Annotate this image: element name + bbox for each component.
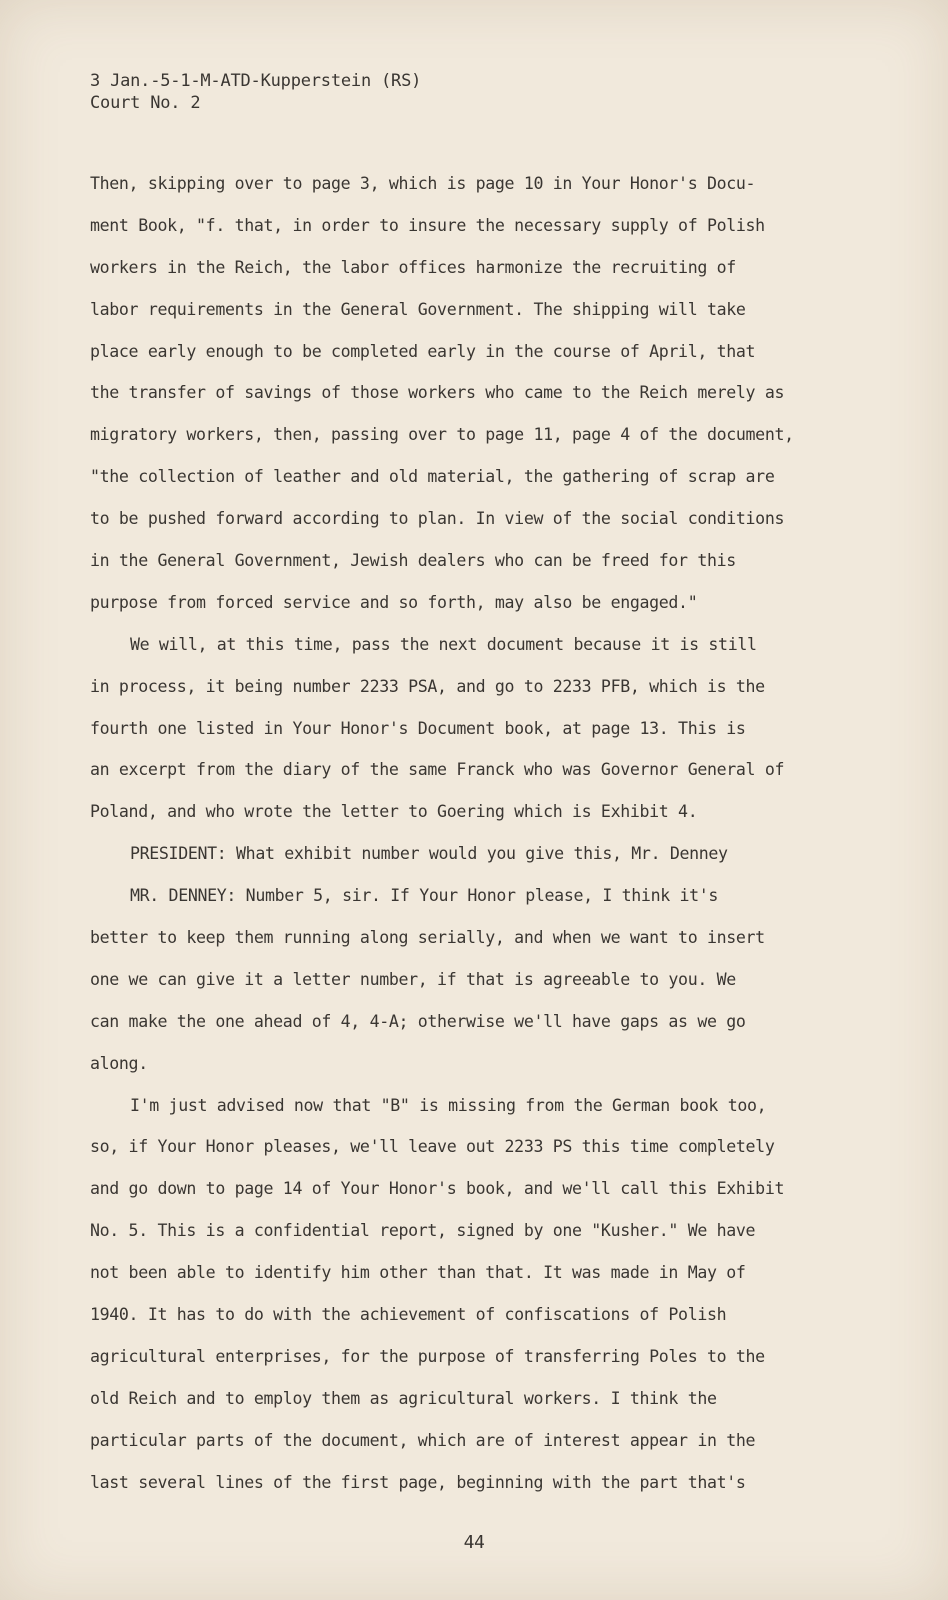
transcript-line: agricultural enterprises, for the purpose of transferring Poles to the [90,1346,765,1366]
transcript-line: Then, skipping over to page 3, which is page 10 in Your Honor's Docu- [90,174,756,193]
transcript-body [90,172,850,1513]
document-header [90,70,421,114]
transcript-line: I'm just advised now that "B" is missing from the German book too, [130,1095,767,1115]
transcript-line: in process, it being number 2233 PSA, and go to 2233 PFB, which is the [90,676,765,696]
transcript-line: and go down to page 14 of Your Honor's book, and we'll call this Exhibit [90,1179,785,1199]
transcript-line: the transfer of savings of those workers who came to the Reich merely as [90,383,785,403]
page-number: 44 [463,1532,485,1553]
transcript-line: place early enough to be completed early in the course of April, that [90,341,756,361]
transcript-line: workers in the Reich, the labor offices harmonize the recruiting of [90,257,736,277]
transcript-line: "the collection of leather and old material, the gathering of scrap are [90,467,775,487]
transcript-line: labor requirements in the General Government. The shipping will take [90,299,746,319]
transcript-line: not been able to identify him other than that. It was made in May of [90,1263,746,1283]
transcript-line: last several lines of the first page, beginning with the part that's [90,1472,746,1492]
transcript-line: can make the one ahead of 4, 4-A; otherwise we'll have gaps as we go [90,1011,746,1031]
transcript-line: along. [90,1053,148,1073]
header-reference-line: 3 Jan.-5-1-M-ATD-Kupperstein (RS) [90,71,422,91]
transcript-line: ment Book, "f. that, in order to insure the necessary supply of Polish [90,215,765,235]
transcript-line: We will, at this time, pass the next document because it is still [130,634,757,654]
transcript-line: Poland, and who wrote the letter to Goering which is Exhibit 4. [90,802,698,822]
transcript-line: PRESIDENT: What exhibit number would you give this, Mr. Denney [130,844,728,864]
transcript-line: so, if Your Honor pleases, we'll leave out 2233 PS this time completely [90,1137,775,1157]
transcript-line: fourth one listed in Your Honor's Document book, at page 13. This is [90,718,746,738]
transcript-line: to be pushed forward according to plan. In view of the social conditions [90,509,785,529]
transcript-line: particular parts of the document, which are of interest appear in the [90,1430,756,1450]
transcript-line: MR. DENNEY: Number 5, sir. If Your Honor please, I think it's [130,886,719,906]
transcript-line: better to keep them running along serially, and when we want to insert [90,928,765,948]
transcript-line: in the General Government, Jewish dealers who can be freed for this [90,551,736,571]
transcript-line: old Reich and to employ them as agricultural workers. I think the [90,1388,717,1408]
transcript-line: an excerpt from the diary of the same Franck who was Governor General of [90,760,785,780]
transcript-line: one we can give it a letter number, if that is agreeable to you. We [90,969,736,989]
transcript-line: purpose from forced service and so forth, may also be engaged." [90,592,698,612]
transcript-line: 1940. It has to do with the achievement of confiscations of Polish [90,1305,727,1325]
header-court-line: Court No. 2 [90,93,201,113]
transcript-line: migratory workers, then, passing over to page 11, page 4 of the document, [90,425,794,445]
transcript-line: No. 5. This is a confidential report, signed by one "Kusher." We have [90,1221,756,1241]
